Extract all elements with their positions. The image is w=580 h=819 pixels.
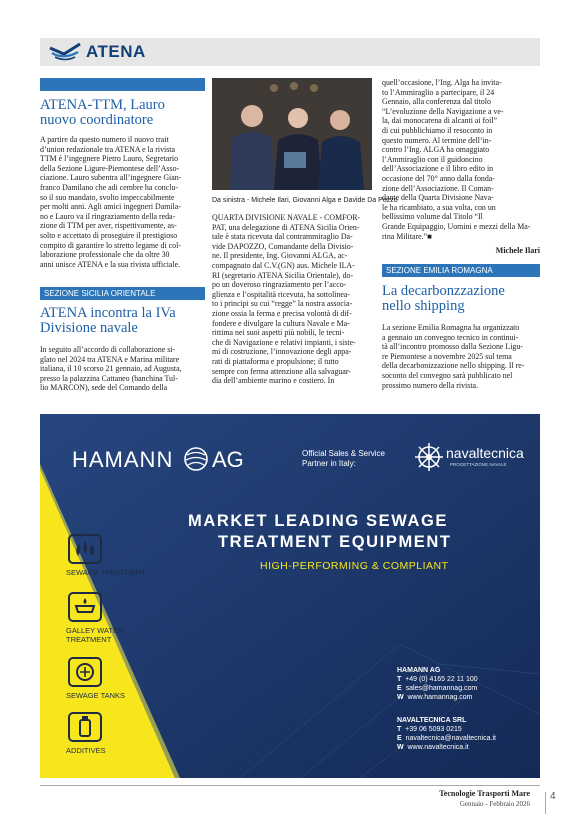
section-label: SEZIONE SICILIA ORIENTALE xyxy=(44,289,156,298)
contact-key: T xyxy=(397,726,402,733)
sewage-tanks-icon xyxy=(68,657,102,687)
footer-date: Gennaio - Febbraio 2026 xyxy=(459,800,530,808)
signature: Michele Ilari xyxy=(495,246,540,255)
contact-value: +39 06 5093 0215 xyxy=(405,726,462,733)
icon-label: SEWAGE TANKS xyxy=(66,691,126,700)
contact-key: W xyxy=(397,744,404,751)
page-number: 4 xyxy=(550,791,556,802)
icon-label-line: GALLEY WATER xyxy=(66,626,124,635)
contact-value: www.navaltecnica.it xyxy=(407,744,469,751)
headline-line2: TREATMENT EQUIPMENT xyxy=(218,533,452,551)
galley-water-icon xyxy=(68,592,102,622)
hamann-advertisement[interactable] xyxy=(40,414,540,778)
article3-title xyxy=(382,284,540,314)
brand-name: HAMANN xyxy=(72,447,174,472)
middle-body: QUARTA DIVISIONE NAVALE - COMFOR- PAT, una delegazione di ATENA Sicilia Orien- tale è stata ricevuta dal contrammiraglio Da- vide DAPOZZO, Comandante della Divisio- ne. Il presidente, Ing. Giovanni ALGA, ac- compagnato dal C.V.(GN) aus. Michele ILA- RI (segretario ATENA Sicilia Orientale), do- po un doveroso ringraziamento per l’acco- glienza e l’ospitalità ricevuta, ha sottolinea- to i principi su cui “regge” la nostra associa- zione ossia la ferma e precisa volontà di dif- fondere e divulgare la cultura Navale e Ma- rittima nei suoi aspetti più nobili, le tecni- che di Navigazione e relativi impianti, i siste- mi di costruzione, l’innovazione degli appa- rati di piattaforma e propulsione; il tutto sempre con ferma attenzione alla salvaguar- dia dell’ambiente marino e costiero. In xyxy=(212,213,361,386)
contact-value: sales@hamannag.com xyxy=(405,685,478,692)
title-line: ATENA-TTM, Lauro xyxy=(40,97,165,113)
contact-key: E xyxy=(397,735,402,742)
title-line: nuovo coordinatore xyxy=(40,112,154,128)
contact-email[interactable] xyxy=(397,734,496,743)
section-label: SEZIONE EMILIA ROMAGNA xyxy=(386,266,493,275)
headline-line1: MARKET LEADING SEWAGE xyxy=(188,512,449,530)
footer-divider xyxy=(545,792,546,814)
contact-web[interactable] xyxy=(397,743,496,752)
partner-tag: PROGETTAZIONE NAVALE xyxy=(450,462,507,467)
brand-suffix: AG xyxy=(212,447,244,472)
icon-label-line: TREATMENT xyxy=(66,635,112,644)
additives-icon xyxy=(68,712,102,742)
hamann-globe-icon xyxy=(183,446,209,472)
partner-text xyxy=(302,449,385,469)
contact-tel[interactable] xyxy=(397,675,478,684)
contact-navaltecnica xyxy=(397,716,496,752)
contact-company: HAMANN AG xyxy=(397,667,441,674)
title-line: La decarbonzzazione xyxy=(382,283,505,299)
group-photo xyxy=(212,78,372,190)
article2-title xyxy=(40,306,205,336)
section-bar xyxy=(40,287,205,300)
partner-line: Official Sales & Service xyxy=(302,449,385,458)
partner-line: Partner in Italy: xyxy=(302,459,356,468)
article3-body: La sezione Emilia Romagna ha organizzato a gennaio un convegno tecnico in continui- tà all’incontro promosso dalla Sezione Ligu- re Piemontese a novembre 2025 sul tema della decarbonizzazione nello shipping. Il re- soconto del convegno sarà pubblicato nel prossimo numero della rivista. xyxy=(382,323,525,390)
headline-subline: HIGH-PERFORMING & COMPLIANT xyxy=(260,560,449,572)
contact-email[interactable] xyxy=(397,684,478,693)
title-line: nello shipping xyxy=(382,298,465,314)
contact-company: NAVALTECNICA SRL xyxy=(397,717,467,724)
contact-hamann xyxy=(397,666,478,702)
sewage-treatment-icon xyxy=(68,534,102,564)
footer-title: Tecnologie Trasporti Mare xyxy=(439,789,530,798)
navaltecnica-wheel-icon xyxy=(414,442,444,472)
article1-title xyxy=(40,98,205,128)
photo-illustration xyxy=(212,78,372,190)
contact-value: www.hamannag.com xyxy=(407,694,473,701)
section-bar xyxy=(382,264,540,277)
article1-body: A partire da questo numero il nuovo trait d’union redazionale tra ATENA e la rivista TTM è l’ingegnere Pietro Lauro, Segretario della Sezione Ligure-Piemontese dell’Asso- ciazione. Lauro subentra all’ingegnere Gian- franco Damilano che adi cembre ha conclu- so il suo mandato, svolto impeccabilmente per molti anni. Agli amici ingegneri Damila- no e Lauro va il ringraziamento della reda- zione di TTM per aver, rispettivamente, as- solto e accettato di proseguire il prestigioso compito di garantire lo stretto legame di col- laborazione professionale che da oltre 30 anni unisce ATENA e la sua rivista ufficiale. xyxy=(40,135,182,269)
contact-key: T xyxy=(397,676,402,683)
article2-body: In seguito all’accordo di collaborazione si- glato nel 2024 tra ATENA e Marina militare italiana, il 10 scorso 21 gennaio, ad Augusta, presso la palazzina Cattaneo (banchina Tul- lio MARCON), sede del Comando della xyxy=(40,345,182,393)
logo-text: ATENA xyxy=(86,42,146,61)
right-body: quell’occasione, l’Ing. Alga ha invita- to l’Ammiraglio a partecipare, il 24 Gennaio, alla conferenza dal titolo “L’evoluzione della Navigazione a ve- la, dai monocarena di alcanti ai foil” di cui pubblichiamo il resoconto in questo numero. Al termine dell’in- contro l’Ing. ALGA ha omaggiato l’Ammiraglio con il guidoncino dell’Associazione e il libro edito in occasione del 70° anno dalla fonda- zione dell’Associazione. Il Coman- dante della Quarta Divisione Nava- le ha ricambiato, a sua volta, con un bellissimo volume dal Titolo “Il Grande Equipaggio, Uomini e mezzi della Ma- rina Militare.”■ xyxy=(382,78,531,241)
photo-caption: Da sinistra - Michele Ilari, Giovanni Alga e Davide Da Pozzo xyxy=(212,197,398,204)
page-header xyxy=(40,38,540,66)
section-bar xyxy=(40,78,205,91)
icon-label xyxy=(66,626,123,644)
atena-logo xyxy=(48,40,146,64)
icon-label: ADDITIVES xyxy=(66,746,106,755)
hamann-brand xyxy=(72,447,173,473)
contact-key: E xyxy=(397,685,402,692)
title-line: ATENA incontra la IVa xyxy=(40,305,176,321)
partner-brand: navaltecnica xyxy=(446,445,524,461)
contact-tel[interactable] xyxy=(397,725,496,734)
contact-web[interactable] xyxy=(397,693,478,702)
icon-label: SEWAGE TREATMENT xyxy=(66,568,146,577)
footer-rule xyxy=(40,785,540,786)
title-line: Divisione navale xyxy=(40,320,138,336)
contact-value: navaltecnica@navaltecnica.it xyxy=(405,735,496,742)
ship-logo-icon xyxy=(48,42,82,62)
contact-key: W xyxy=(397,694,404,701)
contact-value: +49 (0) 4165 22 11 100 xyxy=(405,676,478,683)
